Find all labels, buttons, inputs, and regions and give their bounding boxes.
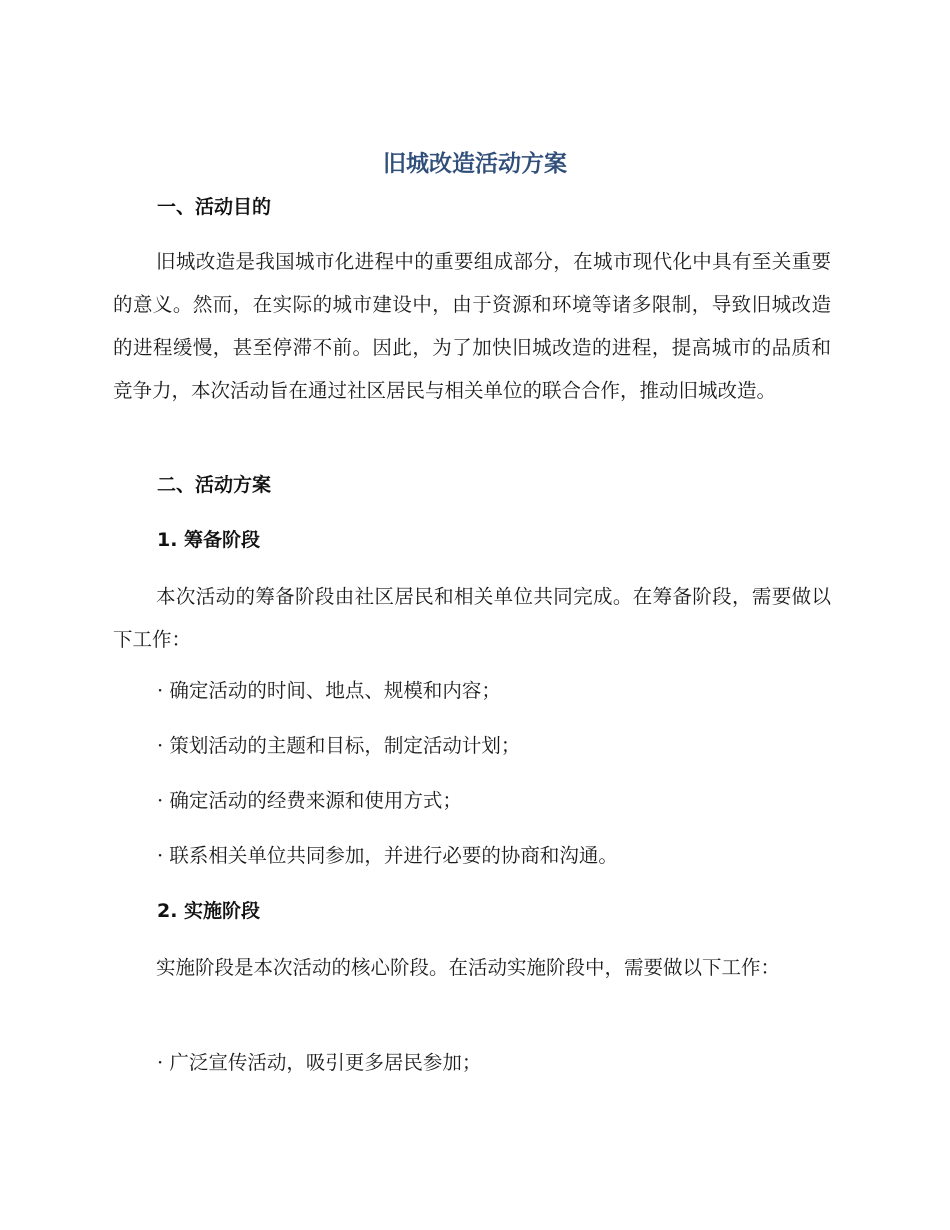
document-title: 旧城改造活动方案 (383, 151, 567, 177)
subheading-preparation: 1. 筹备阶段 (157, 529, 261, 551)
list-item: · 联系相关单位共同参加，并进行必要的协商和沟通。 (157, 844, 618, 867)
list-item: · 确定活动的时间、地点、规模和内容； (157, 679, 501, 702)
section-heading-purpose: 一、活动目的 (157, 196, 272, 218)
list-item: · 广泛宣传活动，吸引更多居民参加； (157, 1051, 482, 1074)
implementation-paragraph: 实施阶段是本次活动的核心阶段。在活动实施阶段中，需要做以下工作： (156, 956, 781, 979)
preparation-paragraph: 本次活动的筹备阶段由社区居民和相关单位共同完成。在筹备阶段，需要做以下工作： (113, 585, 831, 651)
subheading-implementation: 2. 实施阶段 (157, 900, 261, 922)
list-item: · 确定活动的经费来源和使用方式； (157, 789, 462, 812)
section-heading-plan: 二、活动方案 (157, 474, 272, 496)
list-item: · 策划活动的主题和目标，制定活动计划； (157, 734, 521, 757)
purpose-paragraph: 旧城改造是我国城市化进程中的重要组成部分，在城市现代化中具有至关重要的意义。然而，在实际的城市建设中，由于资源和环境等诸多限制，导致旧城改造的进程缓慢，甚至停滞不前。因此，为了加快旧城改造的进程，提高城市的品质和竞争力，本次活动旨在通过社区居民与相关单位的联合合作，推动旧城改造。 (113, 250, 831, 402)
